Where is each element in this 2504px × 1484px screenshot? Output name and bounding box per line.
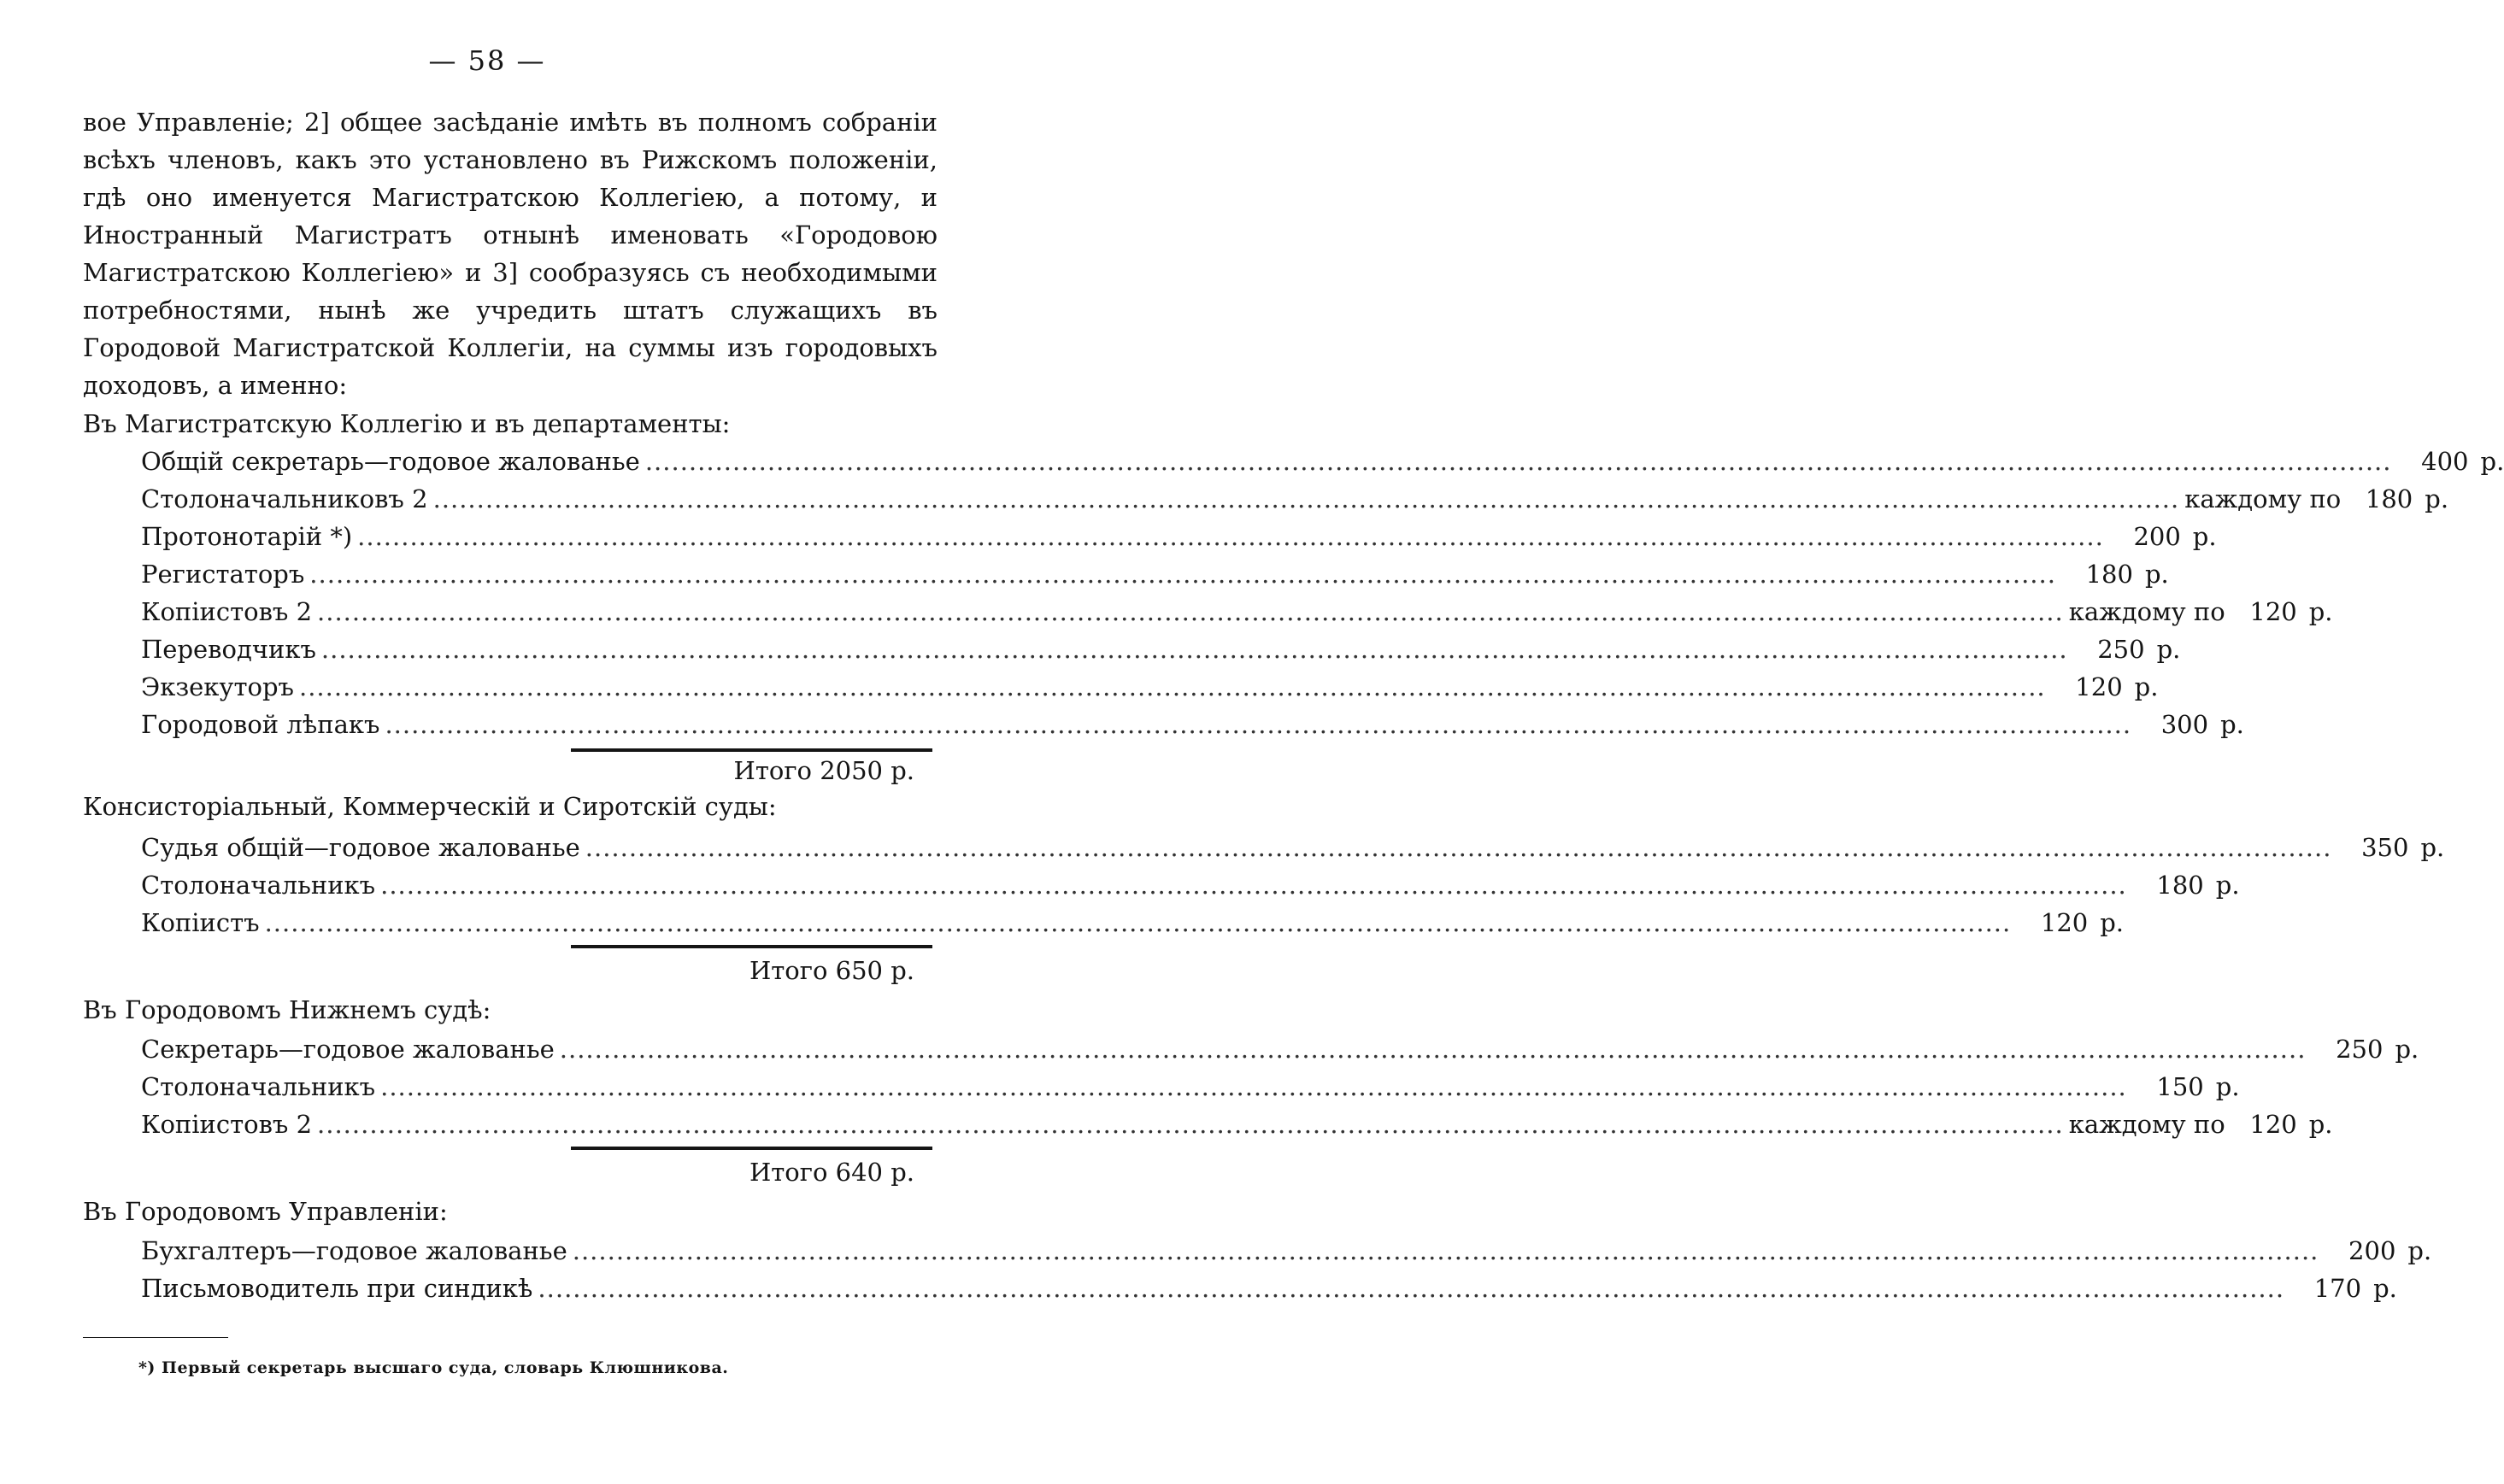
section-heading: Въ Городовомъ Управленіи:: [83, 1197, 448, 1226]
row-amount: 250: [2336, 1035, 2384, 1064]
row-label: Столоначальникъ: [141, 1072, 376, 1101]
table-row: [141, 1106, 2333, 1143]
dot-leader: ........................................................................................................................................................................................................: [320, 635, 2068, 664]
intro-paragraph: [83, 103, 938, 404]
sum-line: [571, 945, 932, 948]
table-row: [141, 1068, 2240, 1106]
section-heading: Въ Магистратскую Коллегію и въ департаменты:: [83, 409, 731, 438]
dot-leader: ........................................................................................................................................................................................................: [559, 1035, 2307, 1064]
row-label: Секретарь—годовое жалованье: [141, 1035, 555, 1064]
row-note: каждому по: [2068, 597, 2225, 626]
row-amount: 120: [2075, 672, 2123, 701]
section-total: [530, 1153, 914, 1191]
total-text: Итого 2050 р.: [733, 756, 914, 785]
row-amount: 180: [2365, 484, 2413, 513]
row-amount: 200: [2133, 522, 2181, 551]
intro-text: вое Управленіе; 2] общее засѣданіе имѣть въ полномъ собраніи всѣхъ членовъ, какъ это установлено въ Рижскомъ положеніи, гдѣ оно именуется Магистратскою Коллегіею, а потому, и Иностранный Магистратъ отнынѣ именовать «Городовою Магистратскою Коллегіею» и 3] сообразуясь съ необходимыми потребностями, нынѣ же учредить штатъ служащихъ въ Городовой Магистратской Коллегіи, на суммы изъ городовыхъ доходовъ, а именно:: [83, 108, 938, 400]
row-note: каждому по: [2068, 1110, 2225, 1139]
row-currency: р.: [2407, 1236, 2432, 1265]
dot-leader: ........................................................................................................................................................................................................: [380, 1072, 2127, 1101]
total-text: Итого 650 р.: [749, 956, 914, 985]
row-currency: р.: [2220, 710, 2244, 739]
table-row: [141, 593, 2333, 631]
row-label: Городовой лѣпакъ: [141, 710, 380, 739]
dot-leader: ........................................................................................................................................................................................................: [264, 908, 2012, 937]
dot-leader: ........................................................................................................................................................................................................: [644, 447, 2392, 476]
table-row: [141, 706, 2244, 743]
row-currency: р.: [2192, 522, 2217, 551]
dot-leader: ........................................................................................................................................................................................................: [385, 710, 2132, 739]
dot-leader: ........................................................................................................................................................................................................: [357, 522, 2104, 551]
table-row: [141, 631, 2181, 668]
dot-leader: ........................................................................................................................................................................................................: [572, 1236, 2319, 1265]
total-text: Итого 640 р.: [749, 1158, 914, 1187]
row-amount: 180: [2085, 560, 2133, 589]
dot-leader: ........................................................................................................................................................................................................: [380, 871, 2127, 900]
section-heading: Консисторіальный, Коммерческій и Сиротскій суды:: [83, 792, 777, 821]
table-row: [141, 1270, 2397, 1307]
row-currency: р.: [2480, 447, 2504, 476]
row-amount: 120: [2040, 908, 2089, 937]
page-number: — 58 —: [428, 44, 546, 77]
table-row: [141, 829, 2445, 866]
row-label: Регистаторъ: [141, 560, 305, 589]
row-amount: 170: [2313, 1274, 2362, 1303]
row-amount: 120: [2249, 597, 2297, 626]
table-row: [141, 518, 2217, 555]
table-row: [141, 668, 2159, 706]
row-currency: р.: [2373, 1274, 2397, 1303]
dot-leader: ........................................................................................................................................................................................................: [309, 560, 2056, 589]
row-label: Столоначальниковъ 2: [141, 484, 428, 513]
table-row: [141, 904, 2125, 941]
row-currency: р.: [2308, 1110, 2333, 1139]
row-currency: р.: [2425, 484, 2449, 513]
dot-leader: ........................................................................................................................................................................................................: [317, 597, 2064, 626]
table-row: [141, 1232, 2432, 1270]
row-note: каждому по: [2184, 484, 2342, 513]
section-total: [530, 952, 914, 989]
row-amount: 120: [2249, 1110, 2297, 1139]
row-amount: 150: [2156, 1072, 2204, 1101]
row-amount: 300: [2160, 710, 2209, 739]
dot-leader: ........................................................................................................................................................................................................: [538, 1274, 2285, 1303]
row-currency: р.: [2100, 908, 2125, 937]
row-currency: р.: [2215, 1072, 2240, 1101]
row-currency: р.: [2420, 833, 2445, 862]
row-amount: 400: [2421, 447, 2469, 476]
dot-leader: ........................................................................................................................................................................................................: [585, 833, 2332, 862]
row-label: Копіистовъ 2: [141, 1110, 313, 1139]
footnote: *) Первый секретарь высшаго суда, словарь Клюшникова.: [138, 1358, 729, 1377]
sum-line: [571, 1147, 932, 1150]
row-currency: р.: [2134, 672, 2159, 701]
row-label: Письмоводитель при синдикѣ: [141, 1274, 533, 1303]
row-label: Столоначальникъ: [141, 871, 376, 900]
row-label: Переводчикъ: [141, 635, 316, 664]
table-row: [141, 443, 2504, 480]
row-label: Судья общій—годовое жалованье: [141, 833, 580, 862]
row-amount: 200: [2348, 1236, 2396, 1265]
section-total: [530, 752, 914, 789]
dot-leader: ........................................................................................................................................................................................................: [432, 484, 2180, 513]
row-label: Экзекуторъ: [141, 672, 294, 701]
row-currency: р.: [2215, 871, 2240, 900]
section-heading: Въ Городовомъ Нижнемъ судѣ:: [83, 995, 491, 1024]
row-amount: 350: [2361, 833, 2409, 862]
dot-leader: ........................................................................................................................................................................................................: [317, 1110, 2064, 1139]
row-currency: р.: [2156, 635, 2181, 664]
row-label: Протонотарій *): [141, 522, 353, 551]
table-row: [141, 555, 2169, 593]
table-row: [141, 480, 2449, 518]
table-row: [141, 1030, 2419, 1068]
row-label: Копіистовъ 2: [141, 597, 313, 626]
row-label: Общій секретарь—годовое жалованье: [141, 447, 640, 476]
row-label: Копіистъ: [141, 908, 260, 937]
row-currency: р.: [2308, 597, 2333, 626]
row-amount: 250: [2097, 635, 2145, 664]
row-currency: р.: [2395, 1035, 2419, 1064]
row-amount: 180: [2156, 871, 2204, 900]
dot-leader: ........................................................................................................................................................................................................: [299, 672, 2046, 701]
row-label: Бухгалтеръ—годовое жалованье: [141, 1236, 567, 1265]
table-row: [141, 866, 2240, 904]
footnote-rule: [83, 1337, 228, 1338]
row-currency: р.: [2144, 560, 2169, 589]
